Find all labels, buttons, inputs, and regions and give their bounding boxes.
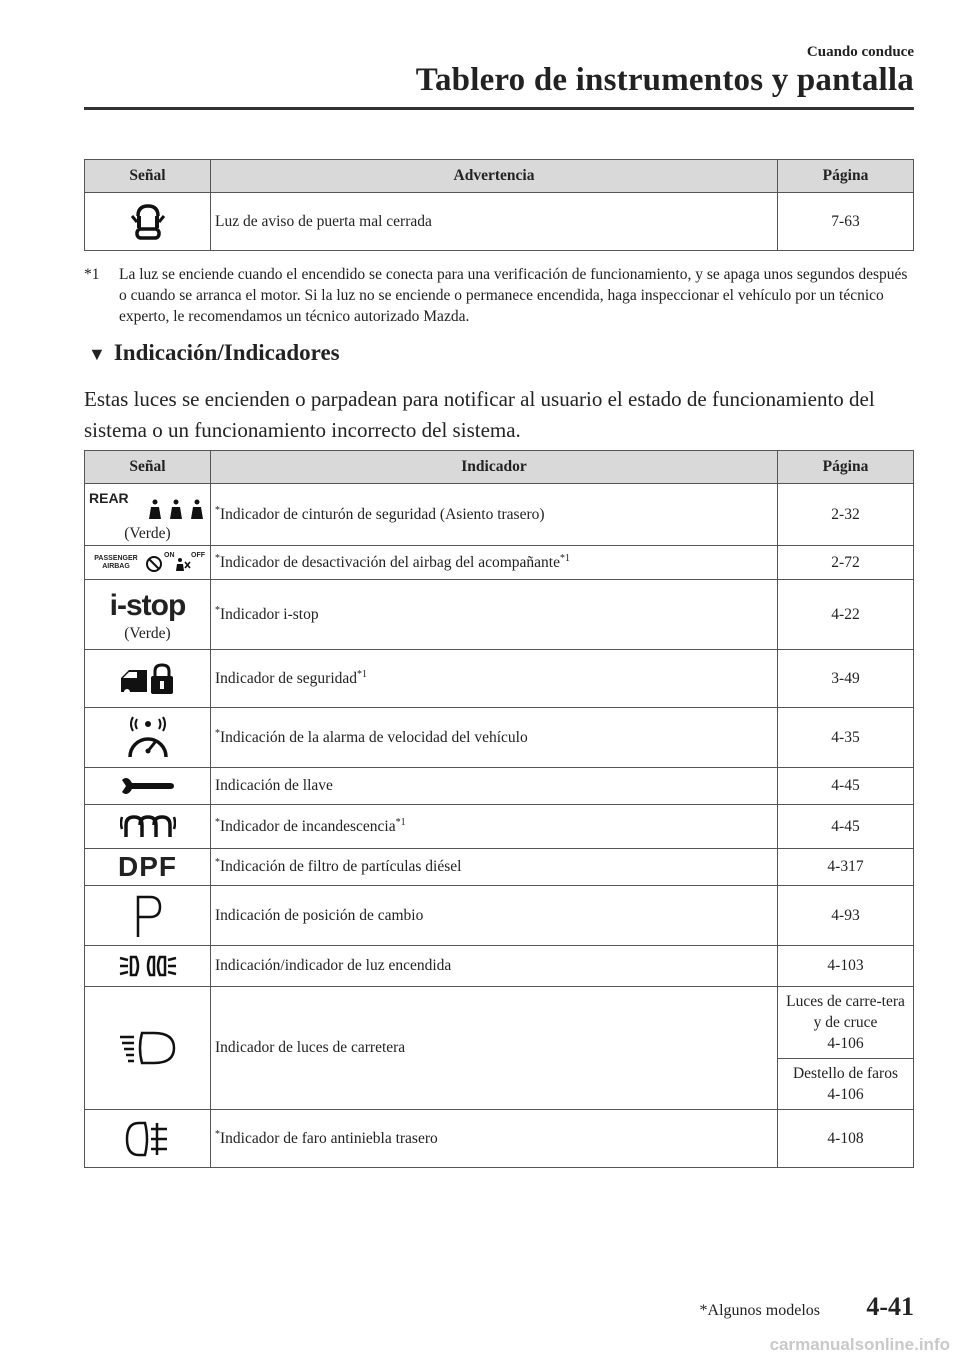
table-row: REAR (Verde) *Indicador de cinturón de seguridad (Asiento trasero) 2-32 xyxy=(85,484,914,546)
footnote-ref: *1 xyxy=(559,552,570,564)
col-page: Página xyxy=(778,451,914,484)
section-title-text: Indicación/Indicadores xyxy=(113,340,340,365)
footer-note: *Algunos modelos xyxy=(699,1302,820,1319)
watermark: carmanualsonline.info xyxy=(769,1335,950,1354)
col-page: Página xyxy=(778,160,914,193)
table-row xyxy=(85,946,914,987)
row-page: 2-32 xyxy=(778,484,914,546)
row-page: 4-35 xyxy=(778,708,914,768)
row-page: 4-45 xyxy=(778,768,914,805)
row-text: Indicador de luces de carretera xyxy=(211,987,778,1110)
warning-table xyxy=(84,159,914,251)
row-text: Indicación/indicador de luz encendida xyxy=(211,946,778,987)
row-text: Indicación de llave xyxy=(211,768,778,805)
footnote-ref: *1 xyxy=(395,816,406,828)
row-text: Indicador de incandescencia xyxy=(220,818,396,836)
passenger-airbag-off-icon: PASSENGER AIRBAG ON OFF xyxy=(94,551,205,570)
row-text: Indicador de desactivación del airbag del acompañante xyxy=(220,554,560,572)
table-row: *Indicación de la alarma de velocidad del vehículo 4-35 xyxy=(85,708,914,768)
table-row xyxy=(85,886,914,946)
row-text: Luz de aviso de puerta mal cerrada xyxy=(211,193,778,251)
table-row xyxy=(85,987,914,1059)
row-page: 4-106 xyxy=(827,1086,864,1103)
row-text: Indicación de filtro de partículas diésel xyxy=(220,858,462,876)
headlight-high-beam-icon xyxy=(118,1029,178,1067)
row-text: Indicación de posición de cambio xyxy=(211,886,778,946)
row-page: 4-22 xyxy=(778,580,914,650)
indicator-table xyxy=(84,450,914,1168)
table-row: i-stop (Verde) *Indicador i-stop 4-22 xyxy=(85,580,914,650)
table-row: DPF *Indicación de filtro de partículas diésel 4-317 xyxy=(85,849,914,886)
page-title: Tablero de instrumentos y pantalla xyxy=(415,62,914,98)
row-page: 7-63 xyxy=(778,193,914,251)
row-text: Indicador i-stop xyxy=(220,606,319,624)
page-label: Destello de faros xyxy=(792,1065,899,1082)
row-text: Indicador de seguridad xyxy=(215,670,358,688)
row-page: 4-93 xyxy=(778,886,914,946)
page-number: 4-41 xyxy=(866,1292,914,1321)
section-intro: Estas luces se encienden o parpadean para notificar al usuario el estado de funcionamiento del sistema o un funcionamiento incorrecto del sistema. xyxy=(84,387,875,442)
row-page: 2-72 xyxy=(778,546,914,580)
col-signal: Señal xyxy=(85,451,211,484)
table-row xyxy=(85,193,914,251)
table-row xyxy=(85,768,914,805)
table-row: *Indicador de incandescencia$^{*1}$ 4-45 xyxy=(85,805,914,849)
footnote-text: La luz se enciende cuando el encendido se conecta para una verificación de funcionamiento, y se apaga unos segundos después o cuando se arranca el motor. Si la luz no se enciende o permanece encendida, haga inspeccionar el vehículo por un técnico experto, le recomendamos un técnico autorizado Mazda. xyxy=(119,266,908,325)
security-lock-icon xyxy=(119,662,177,696)
row-page: 4-106 xyxy=(827,1035,864,1052)
glow-plug-icon xyxy=(120,813,176,841)
row-page: 4-103 xyxy=(778,946,914,987)
row-page: 4-45 xyxy=(778,805,914,849)
row-page: 4-317 xyxy=(778,849,914,886)
page-label: Luces de carre-tera y de cruce xyxy=(786,993,905,1031)
door-ajar-icon xyxy=(128,202,168,242)
gear-position-icon xyxy=(130,893,166,939)
row-page: 4-108 xyxy=(778,1110,914,1168)
footnote-ref: *1 xyxy=(357,668,368,680)
row-text: Indicador de faro antiniebla trasero xyxy=(220,1130,438,1148)
table-row xyxy=(85,650,914,708)
footnote-mark: *1 xyxy=(84,266,100,283)
header-rule xyxy=(84,107,914,110)
col-warning: Advertencia xyxy=(211,160,778,193)
footnote xyxy=(84,264,914,327)
col-signal: Señal xyxy=(85,160,211,193)
rear-fog-icon xyxy=(123,1119,173,1159)
table-row: *Indicador de faro antiniebla trasero 4-108 xyxy=(85,1110,914,1168)
i-stop-icon: i-stop xyxy=(109,588,186,622)
header-section: Cuando conduce xyxy=(806,44,914,60)
rear-seatbelt-icon: REAR xyxy=(85,487,210,523)
section-title xyxy=(88,340,340,366)
speed-alarm-icon xyxy=(123,715,173,761)
table-row: PASSENGER AIRBAG ON OFF *Indicador de desactivación del airbag del acompañante$^{*1}$ 2-72 xyxy=(85,546,914,580)
wrench-icon xyxy=(120,776,176,796)
dpf-icon: DPF xyxy=(118,851,177,882)
row-text: Indicador de cinturón de seguridad (Asiento trasero) xyxy=(220,506,545,524)
triangle-icon: ▼ xyxy=(88,344,106,364)
row-page: 3-49 xyxy=(778,650,914,708)
lights-on-icon xyxy=(118,953,178,979)
col-indicator: Indicador xyxy=(211,451,778,484)
color-note: (Verde) xyxy=(124,524,171,542)
row-text: Indicación de la alarma de velocidad del vehículo xyxy=(220,729,528,747)
color-note: (Verde) xyxy=(124,624,171,642)
